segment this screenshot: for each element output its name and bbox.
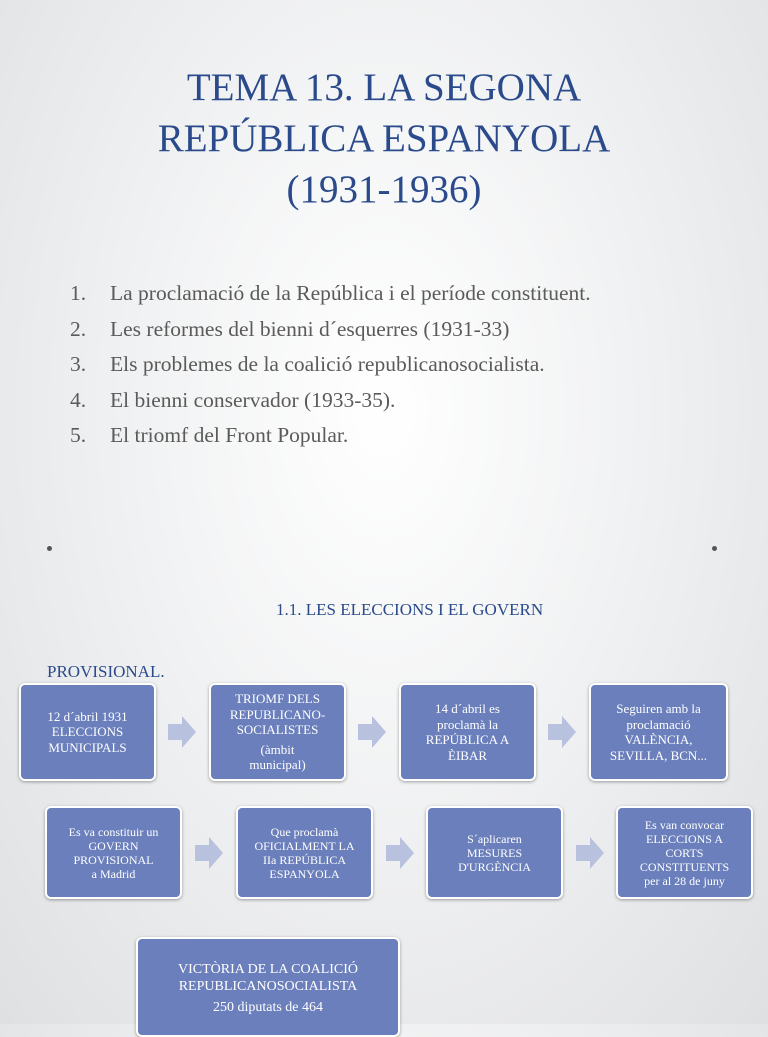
box-line: CONSTITUENTS [639, 859, 730, 874]
box-line: SEVILLA, BCN... [609, 747, 708, 763]
slide-title [0, 62, 768, 215]
flow-box-constituent-elections [616, 806, 753, 899]
box-line: GOVERN [88, 838, 139, 853]
flow-box-republican-triumph [209, 683, 346, 781]
list-item [70, 276, 591, 312]
box-line: PROVISIONAL [73, 852, 154, 867]
list-text: Les reformes del bienni d´esquerres (1931-33) [110, 316, 510, 341]
flow-box-official-proclamation [236, 806, 373, 899]
flow-box-coalition-victory [136, 937, 400, 1037]
list-item [70, 312, 591, 348]
box-line: ESPANYOLA [269, 866, 340, 881]
list-text: Els problemes de la coalició republicanosocialista. [110, 352, 545, 376]
box-line: 250 diputats de 464 [212, 1000, 324, 1015]
box-line: OFICIALMENT LA [254, 838, 355, 853]
list-text: El triomf del Front Popular. [110, 423, 349, 447]
box-line: Que proclamà [270, 824, 339, 839]
box-line: IIa REPÚBLICA [263, 852, 346, 867]
topic-list [70, 276, 591, 454]
list-number: 4. [70, 387, 87, 412]
flow-arrow-icon [168, 716, 196, 748]
box-line: (àmbit [260, 741, 295, 757]
box-line: 12 d´abril 1931 [47, 708, 128, 724]
box-line: Es va constituir un [68, 824, 159, 839]
bullet-dot-left [47, 546, 52, 551]
list-item [70, 418, 591, 454]
box-line: Seguiren amb la [616, 701, 701, 716]
box-line: REPÚBLICA A [425, 732, 510, 747]
title-line-1: TEMA 13. LA SEGONA [186, 66, 582, 109]
bullet-dot-right [712, 546, 717, 551]
list-text: El bienni conservador (1933-35). [110, 387, 396, 412]
box-line: ELECCIONS [51, 724, 124, 740]
box-line: VALÈNCIA, [624, 732, 693, 747]
list-number: 1. [70, 281, 87, 305]
title-line-2: REPÚBLICA ESPANYOLA [157, 117, 611, 160]
list-text: La proclamació de la República i el període constituent. [110, 281, 591, 305]
box-line: 14 d´abril es [435, 701, 500, 716]
list-number: 2. [70, 316, 87, 341]
box-line: MUNICIPALS [48, 739, 127, 755]
box-line: municipal) [249, 757, 306, 773]
flow-box-municipal-elections [19, 683, 156, 781]
flow-box-provisional-government [45, 806, 182, 899]
flow-arrow-icon [195, 837, 223, 869]
box-line: D'URGÈNCIA [458, 859, 531, 874]
box-line: SOCIALISTES [236, 722, 319, 738]
box-line: TRIOMF DELS [235, 691, 320, 707]
section-title: 1.1. LES ELECCIONS I EL GOVERN [276, 600, 544, 619]
box-line: ÈIBAR [448, 747, 487, 763]
section-title-continued: PROVISIONAL. [47, 662, 165, 681]
box-line: a Madrid [91, 866, 136, 881]
flow-box-other-cities [589, 683, 728, 781]
box-line: REPUBLICANOSOCIALISTA [178, 979, 358, 994]
list-item [70, 383, 591, 419]
list-number: 3. [70, 352, 87, 376]
title-line-3: (1931-1936) [286, 168, 482, 211]
flow-arrow-icon [386, 837, 414, 869]
list-number: 5. [70, 423, 87, 447]
box-line: ELECCIONS A [645, 831, 723, 846]
box-line: MESURES [466, 845, 523, 860]
flow-arrow-icon [548, 716, 576, 748]
box-line: VICTÒRIA DE LA COALICIÓ [177, 962, 359, 977]
box-line: proclamació [626, 716, 691, 732]
box-line: REPUBLICANO- [229, 706, 326, 722]
flow-arrow-icon [576, 837, 604, 869]
box-line: per al 28 de juny [644, 873, 725, 888]
flow-box-urgent-measures [426, 806, 563, 899]
box-line: proclamà la [437, 716, 498, 732]
list-item [70, 347, 591, 383]
box-line: S´aplicaren [467, 831, 522, 846]
flow-box-eibar-proclamation [399, 683, 536, 781]
flow-arrow-icon [358, 716, 386, 748]
box-line: Es van convocar [644, 817, 725, 832]
box-line: CORTS [665, 845, 704, 860]
